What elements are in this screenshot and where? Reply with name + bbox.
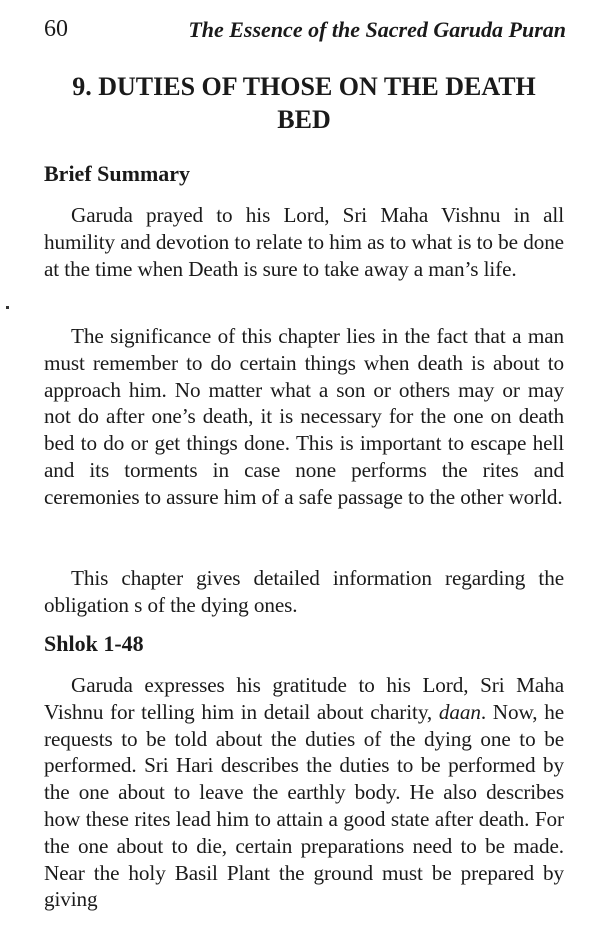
page-number: 60 (44, 16, 68, 42)
paragraph-4-text-b: . Now, he requests to be told about the duties of the dying one to be performed. Sri Hari describes the duties to be performed by the one about to leave the earthly body. He also describes how these rites lead him to attain a good state after death. For the one about to die, certain preparations need to be made. Near the holy Basil Plant the ground must be prepared by giving (44, 699, 564, 912)
paragraph-1: Garuda prayed to his Lord, Sri Maha Vishnu in all humility and devotion to relate to him as to what is to be done at the time when Death is sure to take away a man’s life. (44, 203, 564, 281)
running-head: The Essence of the Sacred Garuda Puran (188, 17, 566, 42)
section-heading-summary: Brief Summary (44, 161, 191, 186)
term-daan: daan (438, 699, 481, 724)
paragraph-2: The significance of this chapter lies in the fact that a man must remember to do certain things when death is about to approach him. No matter what a son or others may or may not do after one’s death, it is necessary for the one on death bed to do or get things done. This is important to escape hell and its torments in case none performs the rites and ceremonies to assure him of a safe passage to the other world. (44, 324, 564, 509)
paragraph-4 (44, 672, 564, 913)
margin-mark (6, 306, 9, 309)
paragraph-3: This chapter gives detailed information regarding the obligation s of the dying ones. (44, 566, 564, 617)
paragraph-4-text-a: Garuda expresses his gratitude to his Lord, Sri Maha Vishnu for telling him in detail about charity, (44, 673, 564, 724)
section-heading-shlok: Shlok 1-48 (44, 631, 144, 656)
chapter-title: 9. DUTIES OF THOSE ON THE DEATH BED (72, 72, 536, 134)
